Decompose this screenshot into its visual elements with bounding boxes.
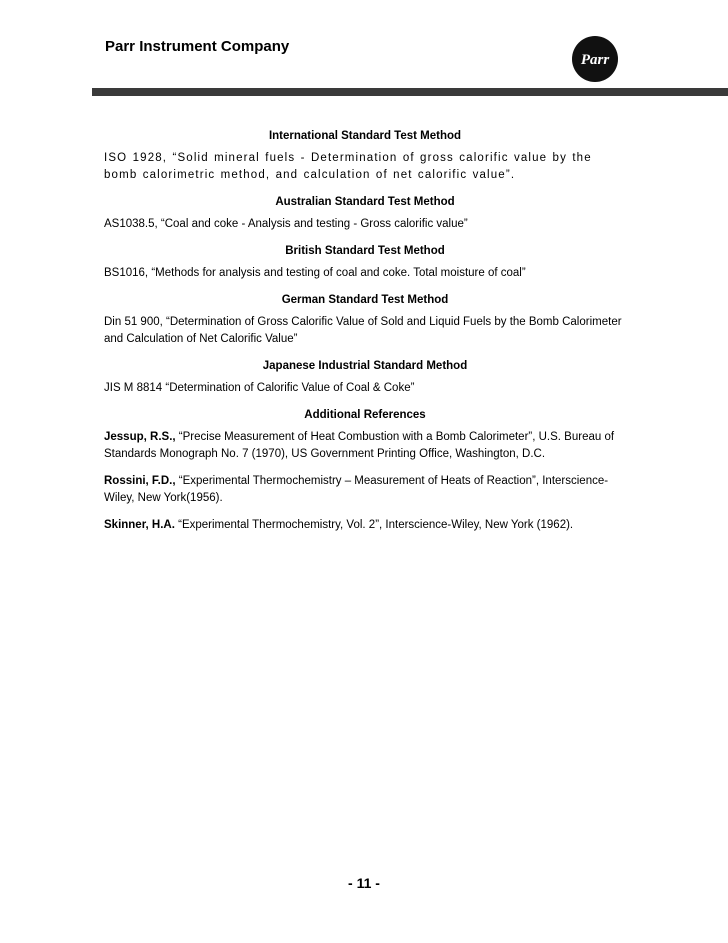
header-divider-bar <box>92 88 728 96</box>
section-heading: German Standard Test Method <box>281 294 449 306</box>
reference-text: “Experimental Thermochemistry – Measurement of Heats of Reaction”, Interscience-Wiley, New York(1956). <box>104 475 609 504</box>
section-heading: Additional References <box>304 409 426 421</box>
reference-author: Rossini, F.D., <box>104 475 176 487</box>
reference-text: “Precise Measurement of Heat Combustion with a Bomb Calorimeter”, U.S. Bureau of Standards Monograph No. 7 (1970), US Government Printing Office, Washington, D.C. <box>104 431 615 460</box>
section-heading: Japanese Industrial Standard Method <box>262 360 468 372</box>
section-text: BS1016, “Methods for analysis and testing of coal and coke. Total moisture of coal” <box>104 267 526 279</box>
reference-item <box>104 473 626 507</box>
page-number: - 11 - <box>348 875 380 891</box>
section-text: AS1038.5, “Coal and coke - Analysis and testing - Gross calorific value” <box>104 218 468 230</box>
section-text: Din 51 900, “Determination of Gross Calorific Value of Sold and Liquid Fuels by the Bomb Calorimeter and Calculation of Net Calorific Value” <box>104 316 622 345</box>
reference-author: Skinner, H.A. <box>104 519 175 531</box>
section-british <box>104 243 626 282</box>
section-japanese <box>104 358 626 397</box>
section-heading: British Standard Test Method <box>285 245 445 257</box>
document-body <box>104 128 626 544</box>
section-german <box>104 292 626 348</box>
reference-author: Jessup, R.S., <box>104 431 176 443</box>
parr-logo <box>571 35 619 83</box>
section-australian <box>104 194 626 233</box>
section-international <box>104 128 626 184</box>
svg-text:Parr: Parr <box>580 52 610 68</box>
section-heading: Australian Standard Test Method <box>275 196 455 208</box>
section-text: ISO 1928, “Solid mineral fuels - Determination of gross calorific value by the bomb calorimetric method, and calculation of net calorific value”. <box>104 152 592 181</box>
section-additional-references <box>104 407 626 534</box>
reference-text: “Experimental Thermochemistry, Vol. 2”, Interscience-Wiley, New York (1962). <box>174 519 574 531</box>
company-name: Parr Instrument Company <box>105 38 290 55</box>
section-text: JIS M 8814 “Determination of Calorific Value of Coal & Coke” <box>104 382 415 394</box>
reference-item <box>104 429 626 463</box>
section-heading: International Standard Test Method <box>268 130 462 142</box>
reference-item <box>104 517 626 534</box>
